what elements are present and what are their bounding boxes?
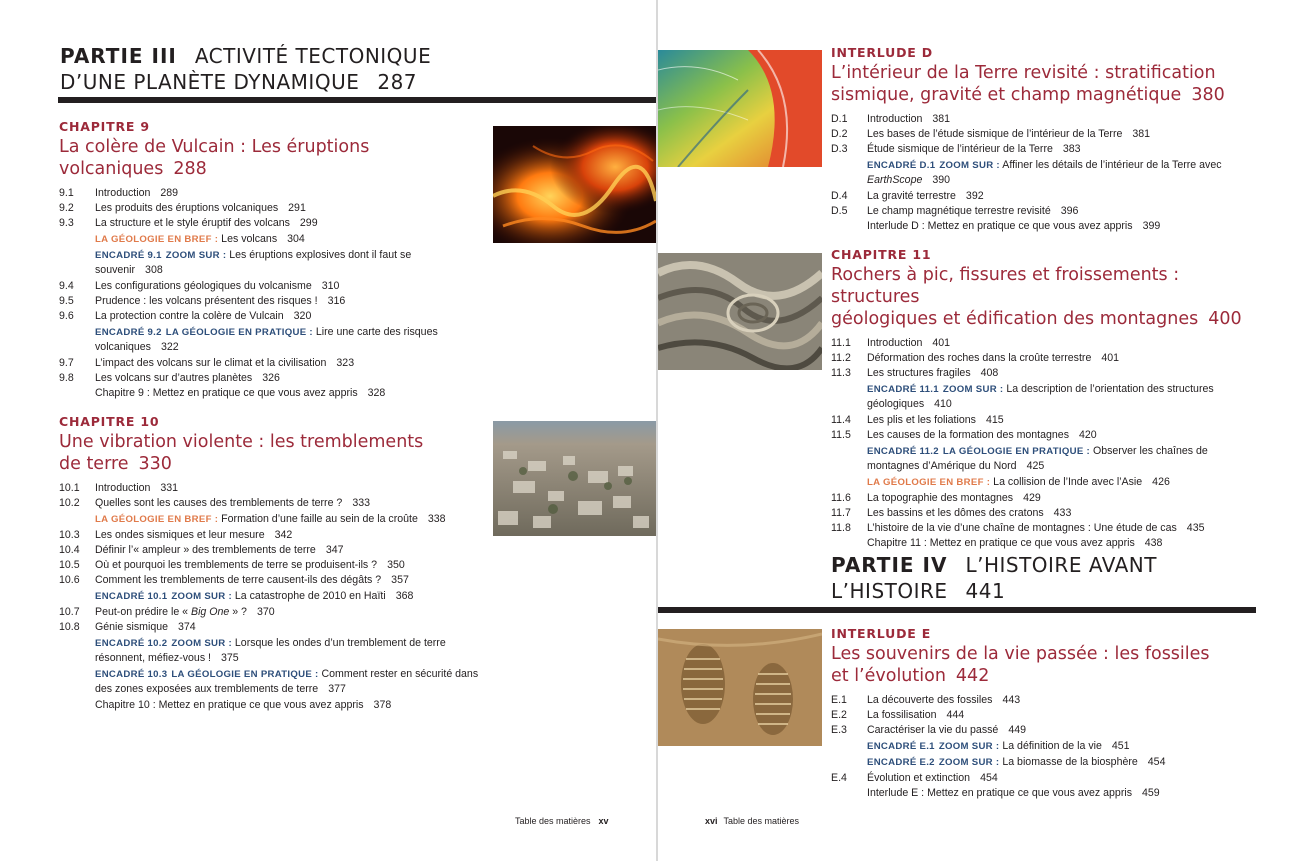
toc-entry[interactable]: Chapitre 9 : Mettez en pratique ce que vous avez appris 328 <box>95 387 386 399</box>
toc-sub-entry[interactable]: ENCADRÉ 11.2 LA GÉOLOGIE EN PRATIQUE : Observer les chaînes de montagnes d’Amérique du Nord 425 <box>867 445 1208 472</box>
chapter-title[interactable]: L’intérieur de la Terre revisité : stratification sismique, gravité et champ magnétique 380 <box>831 63 1225 105</box>
part-rule <box>658 607 1256 613</box>
toc-sub-entry[interactable]: ENCADRÉ 10.3 LA GÉOLOGIE EN PRATIQUE : Comment rester en sécurité dans des zones exposées aux tremblements de terre 377 <box>95 668 479 695</box>
toc-entry[interactable]: Interlude D : Mettez en pratique ce que vous avez appris 399 <box>867 220 1161 232</box>
toc-entry[interactable]: 10.1 Introduction 331 <box>59 482 179 494</box>
toc-sub-entry[interactable]: LA GÉOLOGIE EN BREF : Les volcans 304 <box>95 233 305 245</box>
toc-entry[interactable]: E.1 La découverte des fossiles 443 <box>831 694 1021 706</box>
chapter-page: 288 <box>173 159 207 179</box>
chapter-tag: CHAPITRE 11 <box>831 247 932 262</box>
chapter-tag: CHAPITRE 10 <box>59 414 160 429</box>
chapter-title[interactable]: La colère de Vulcain : Les éruptions volcaniques 288 <box>59 137 370 179</box>
toc-entry[interactable]: Chapitre 10 : Mettez en pratique ce que vous avez appris 378 <box>95 699 392 711</box>
part-title-line1: ACTIVITÉ TECTONIQUE <box>194 44 432 68</box>
toc-sub-entry[interactable]: ENCADRÉ E.1 ZOOM SUR : La définition de la vie 451 <box>867 740 1130 752</box>
toc-entry[interactable]: E.4 Évolution et extinction 454 <box>831 772 998 784</box>
folded-rocks-photo <box>658 253 822 370</box>
interlude-d <box>831 45 1271 234</box>
chapter-title[interactable]: Les souvenirs de la vie passée : les fossiles et l’évolution 442 <box>831 644 1210 686</box>
toc-sub-entry[interactable]: LA GÉOLOGIE EN BREF : Formation d’une faille au sein de la croûte 338 <box>95 513 446 525</box>
chapter-page: 330 <box>138 454 172 474</box>
chapter-11 <box>831 247 1271 551</box>
chapter-tag: INTERLUDE D <box>831 45 933 60</box>
toc-entry[interactable]: 9.1 Introduction 289 <box>59 187 179 199</box>
toc-sub-entry[interactable]: ENCADRÉ D.1 ZOOM SUR : Affiner les détails de l’intérieur de la Terre avec EarthScope 390 <box>867 159 1222 186</box>
chapter-page: 380 <box>1191 85 1225 105</box>
toc-entry[interactable]: 10.2 Quelles sont les causes des tremblements de terre ? 333 <box>59 497 370 509</box>
toc-entry[interactable]: D.3 Étude sismique de l’intérieur de la Terre 383 <box>831 143 1081 155</box>
toc-entry[interactable]: 9.5 Prudence : les volcans présentent des risques ! 316 <box>59 295 346 307</box>
toc-entry[interactable]: 10.6 Comment les tremblements de terre causent-ils des dégâts ? 357 <box>59 574 409 586</box>
toc-sub-entry[interactable]: ENCADRÉ E.2 ZOOM SUR : La biomasse de la biosphère 454 <box>867 756 1166 768</box>
toc-entry[interactable]: E.3 Caractériser la vie du passé 449 <box>831 724 1026 736</box>
toc-entry[interactable]: 10.3 Les ondes sismiques et leur mesure 342 <box>59 529 293 541</box>
toc-sub-entry[interactable]: ENCADRÉ 10.1 ZOOM SUR : La catastrophe de 2010 en Haïti 368 <box>95 590 414 602</box>
trilobite-fossil-photo <box>658 629 822 746</box>
toc-entry[interactable]: 10.5 Où et pourquoi les tremblements de terre se produisent-ils ? 350 <box>59 559 405 571</box>
toc-entry[interactable]: 11.8 L’histoire de la vie d’une chaîne de montagnes : Une étude de cas 435 <box>831 522 1205 534</box>
toc-entry[interactable]: 11.6 La topographie des montagnes 429 <box>831 492 1041 504</box>
lava-photo <box>493 126 656 243</box>
part-title-line2: L’HISTOIRE <box>831 579 948 603</box>
toc-sub-entry[interactable]: ENCADRÉ 9.2 LA GÉOLOGIE EN PRATIQUE : Lire une carte des risques volcaniques 322 <box>95 326 438 353</box>
toc-entry[interactable]: 11.2 Déformation des roches dans la croûte terrestre 401 <box>831 352 1120 364</box>
toc-entry[interactable]: 11.1 Introduction 401 <box>831 337 951 349</box>
part-title-line2: D’UNE PLANÈTE DYNAMIQUE <box>60 70 360 94</box>
earthquake-city-photo <box>493 421 656 536</box>
part-label: PARTIE IV <box>831 553 948 577</box>
footer-right: xvi Table des matières <box>705 816 800 826</box>
part-label: PARTIE III <box>60 44 177 68</box>
toc-entry[interactable]: 10.8 Génie sismique 374 <box>59 621 196 633</box>
chapter-title[interactable]: Rochers à pic, fissures et froissements : structures géologiques et édification des montagnes 400 <box>831 265 1242 329</box>
chapter-10 <box>59 414 484 713</box>
part-page: 287 <box>377 70 418 94</box>
chapter-page: 442 <box>955 666 990 686</box>
toc-entry[interactable]: 9.3 La structure et le style éruptif des volcans 299 <box>59 217 318 229</box>
footer-left: Table des matières xv <box>515 816 609 826</box>
part-rule <box>58 97 656 103</box>
part-iii-heading <box>60 43 431 95</box>
part-iv-heading <box>831 552 1157 604</box>
toc-entry[interactable]: 10.4 Définir l’« ampleur » des tremblements de terre 347 <box>59 544 344 556</box>
toc-entry[interactable]: E.2 La fossilisation 444 <box>831 709 965 721</box>
part-title-line1: L’HISTOIRE AVANT <box>965 553 1157 577</box>
chapter-page: 400 <box>1208 309 1242 329</box>
toc-entry[interactable]: D.2 Les bases de l’étude sismique de l’intérieur de la Terre 381 <box>831 128 1151 140</box>
toc-entry[interactable]: 9.8 Les volcans sur d’autres planètes 326 <box>59 372 280 384</box>
chapter-tag: CHAPITRE 9 <box>59 119 150 134</box>
toc-entry[interactable]: 9.2 Les produits des éruptions volcaniques 291 <box>59 202 306 214</box>
toc-entry[interactable]: Chapitre 11 : Mettez en pratique ce que vous avez appris 438 <box>867 537 1163 549</box>
toc-entry[interactable]: D.5 Le champ magnétique terrestre revisité 396 <box>831 205 1079 217</box>
chapter-tag: INTERLUDE E <box>831 626 932 641</box>
chapter-title[interactable]: Une vibration violente : les tremblements de terre 330 <box>59 432 424 474</box>
toc-entry[interactable]: 9.4 Les configurations géologiques du volcanisme 310 <box>59 280 340 292</box>
toc-entry[interactable]: 11.4 Les plis et les foliations 415 <box>831 414 1004 426</box>
chapter-9 <box>59 119 484 401</box>
toc-entry[interactable]: 9.7 L’impact des volcans sur le climat et la civilisation 323 <box>59 357 355 369</box>
earth-interior-photo <box>658 50 822 167</box>
toc-sub-entry[interactable]: ENCADRÉ 9.1 ZOOM SUR : Les éruptions explosives dont il faut se souvenir 308 <box>95 249 412 276</box>
toc-sub-entry[interactable]: ENCADRÉ 10.2 ZOOM SUR : Lorsque les ondes d’un tremblement de terre résonnent, méfiez-vous ! 375 <box>95 637 446 664</box>
toc-entry[interactable]: 11.5 Les causes de la formation des montagnes 420 <box>831 429 1097 441</box>
toc-entry[interactable]: D.1 Introduction 381 <box>831 113 951 125</box>
toc-entry[interactable]: 10.7 Peut-on prédire le « Big One » ? 370 <box>59 606 275 618</box>
interlude-e <box>831 626 1271 801</box>
toc-entry[interactable]: 11.3 Les structures fragiles 408 <box>831 367 999 379</box>
toc-entry[interactable]: 9.6 La protection contre la colère de Vulcain 320 <box>59 310 312 322</box>
part-page: 441 <box>965 579 1006 603</box>
toc-sub-entry[interactable]: ENCADRÉ 11.1 ZOOM SUR : La description de l’orientation des structures géologiques 410 <box>867 383 1214 410</box>
toc-sub-entry[interactable]: LA GÉOLOGIE EN BREF : La collision de l’Inde avec l’Asie 426 <box>867 476 1170 488</box>
toc-entry[interactable]: Interlude E : Mettez en pratique ce que vous avez appris 459 <box>867 787 1160 799</box>
toc-entry[interactable]: 11.7 Les bassins et les dômes des cratons 433 <box>831 507 1072 519</box>
toc-entry[interactable]: D.4 La gravité terrestre 392 <box>831 190 984 202</box>
